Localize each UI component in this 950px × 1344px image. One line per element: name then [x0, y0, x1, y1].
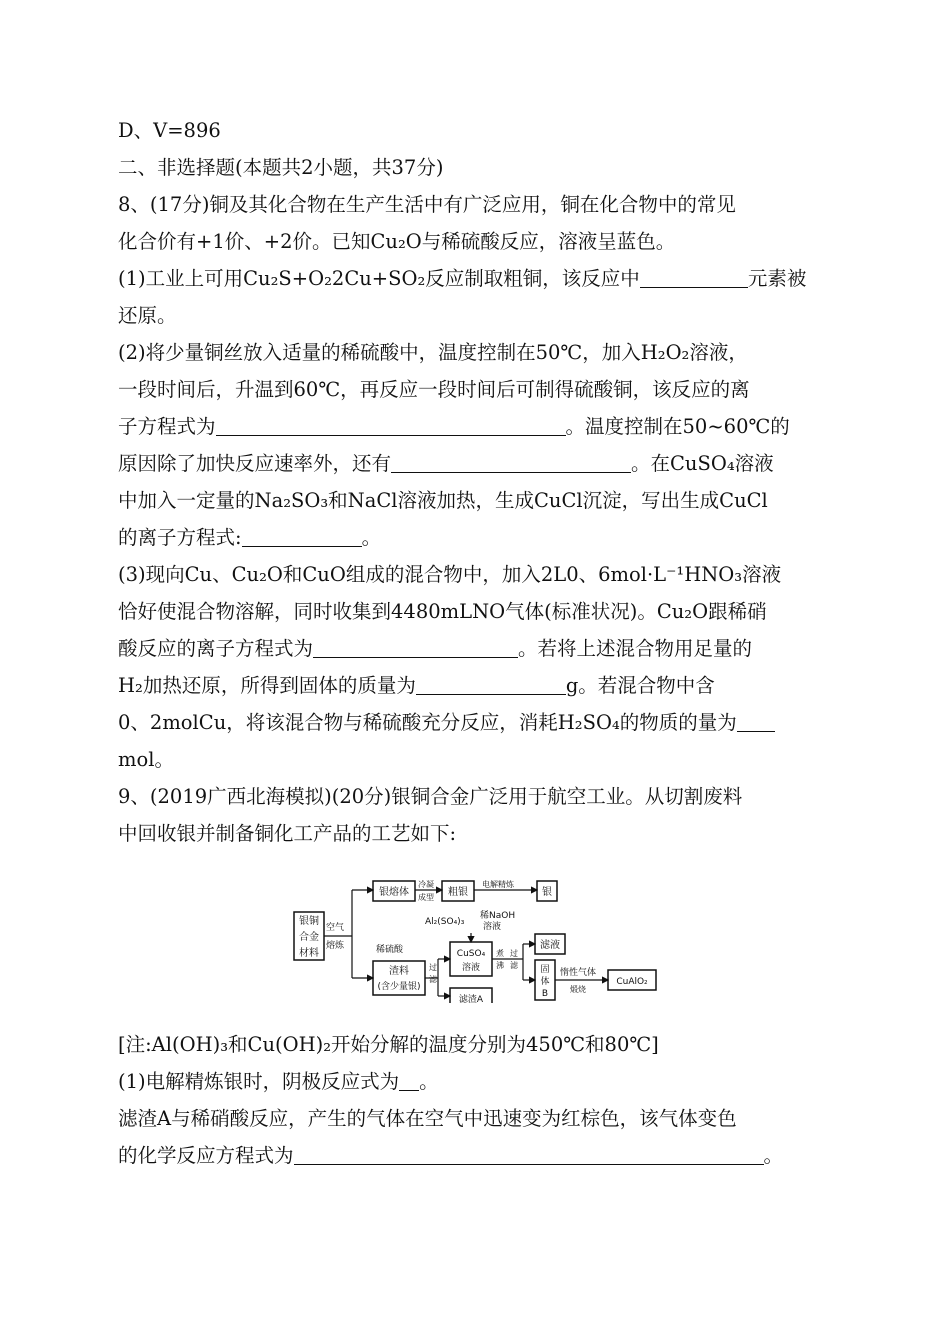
option-d: D、V=896: [118, 119, 221, 142]
q8-part2-line-4: [118, 445, 838, 482]
note-line: [注:Al(OH)₃和Cu(OH)₂开始分解的温度分别为450℃和80℃]: [118, 1033, 659, 1056]
q8-part3-line-6: mol。: [118, 748, 174, 771]
q9-part1-line: [118, 1063, 838, 1100]
slag-box-line-1: 渣料: [389, 966, 409, 977]
answer-blank[interactable]: [294, 1142, 764, 1165]
q8-part2-line-3: [118, 408, 838, 445]
q8-part3-text: H₂加热还原，所得到固体的质量为: [118, 674, 416, 697]
q8-part3-text: 0、2molCu，将该混合物与稀硫酸充分反应，消耗H₂SO₄的物质的量为: [118, 711, 737, 734]
answer-blank[interactable]: [216, 413, 566, 436]
q8-part2-line-6: [118, 519, 838, 556]
q8-part3-line-5: [118, 704, 838, 741]
q8-part1-text: (1)工业上可用Cu₂S+O₂2Cu+SO₂反应制取粗铜，该反应中: [118, 267, 640, 290]
boil-label-1: 煮: [496, 949, 504, 958]
q9-part2-line-1: 滤渣A与稀硝酸反应，产生的气体在空气中迅速变为红棕色，该气体变色: [118, 1107, 737, 1130]
filter-2-label-1: 过: [510, 949, 518, 958]
q8-part2-tail: 。在CuSO₄溶液: [631, 452, 774, 475]
answer-blank[interactable]: [737, 709, 775, 732]
q8-part3-line-4: [118, 667, 838, 704]
filter-label-2: 滤: [429, 975, 437, 984]
q8-part3-line-2: 恰好使混合物溶解，同时收集到4480mLNO气体(标准状况)。Cu₂O跟稀硝: [118, 600, 767, 623]
air-label: 空气: [326, 923, 345, 933]
exam-page: [118, 112, 838, 852]
inert-gas-label: 惰性气体: [560, 968, 597, 978]
q8-part2-text: 的离子方程式:: [118, 526, 242, 549]
q8-intro-line-2: 化合价有+1价、+2价。已知Cu₂O与稀硫酸反应，溶液呈蓝色。: [118, 230, 676, 253]
silver-box: 银: [542, 887, 552, 898]
raw-material-line-3: 材料: [299, 948, 319, 959]
raw-material-line-1: 银铜: [299, 916, 319, 927]
naoh-label-2: 溶液: [483, 922, 502, 932]
q8-part3-text: 酸反应的离子方程式为: [118, 637, 314, 660]
q8-part2-line-2: 一段时间后，升温到60℃，再反应一段时间后可制得硫酸铜，该反应的离: [118, 378, 750, 401]
q8-part1-tail: 元素被: [747, 267, 807, 290]
q8-part3-tail: g。若混合物中含: [565, 674, 715, 697]
q8-part2-tail: 。温度控制在50~60℃的: [565, 415, 790, 438]
filter-2-label-2: 滤: [510, 961, 518, 970]
q8-part2-text: 子方程式为: [118, 415, 216, 438]
q8-intro-line-1: 8、(17分)铜及其化合物在生产生活中有广泛应用，铜在化合物中的常见: [118, 193, 736, 216]
q9-part2-text: 的化学反应方程式为: [118, 1144, 294, 1167]
q8-part3-line-1: (3)现向Cu、Cu₂O和CuO组成的混合物中，加入2L0、6mol·L⁻¹HNO₃溶液: [118, 563, 782, 586]
shape-label: 成型: [418, 893, 434, 902]
crude-silver-box: 粗银: [448, 887, 468, 898]
q9-intro-line-1: 9、(2019广西北海模拟)(20分)银铜合金广泛用于航空工业。从切割废料: [118, 785, 743, 808]
cuso4-box-line-2: 溶液: [461, 963, 481, 973]
q8-part3-tail: 。若将上述混合物用足量的: [518, 637, 753, 660]
q8-part1-line-2: 还原。: [118, 304, 177, 327]
q8-part1-line: [118, 260, 838, 297]
q9-part2-tail: 。: [763, 1144, 784, 1167]
al-reagent-label: Al₂(SO₄)₃: [425, 917, 465, 927]
smelt-label: 熔炼: [326, 941, 345, 951]
calcine-label: 煅烧: [570, 985, 586, 994]
q9-intro-line-2: 中回收银并制备铜化工产品的工艺如下:: [118, 822, 457, 845]
product-box: CuAlO₂: [616, 977, 648, 987]
slag-box-line-2: (含少量银): [377, 982, 421, 992]
electrolysis-label: 电解精炼: [482, 880, 514, 889]
cool-label: 冷凝: [418, 880, 434, 889]
q8-part2-line-5: 中加入一定量的Na₂SO₃和NaCl溶液加热，生成CuCl沉淀，写出生成CuCl: [118, 489, 768, 512]
q9-part1-tail: 。: [419, 1070, 439, 1093]
naoh-label-1: 稀NaOH: [480, 911, 516, 921]
q9-part1-text: (1)电解精炼银时，阴极反应式为: [118, 1070, 400, 1093]
cuso4-box-line-1: CuSO₄: [456, 949, 486, 959]
answer-blank[interactable]: [640, 265, 748, 288]
answer-blank[interactable]: [416, 672, 566, 695]
q8-part2-line-1: (2)将少量铜丝放入适量的稀硫酸中，温度控制在50℃，加入H₂O₂溶液，: [118, 341, 748, 364]
answer-blank[interactable]: [399, 1068, 419, 1091]
residue-a-box: 滤渣A: [458, 995, 484, 1003]
filtrate-box: 滤液: [540, 940, 560, 951]
q8-part3-line-3: [118, 630, 838, 667]
process-flow-diagram: [290, 878, 660, 1003]
solid-b-line-1: 固: [540, 965, 550, 975]
raw-material-line-2: 合金: [299, 932, 319, 943]
solid-b-line-2: 体: [540, 977, 550, 987]
boil-label-2: 沸: [496, 961, 504, 970]
q8-part2-text: 原因除了加快反应速率外，还有: [118, 452, 392, 475]
solid-b-line-3: B: [541, 989, 549, 999]
answer-blank[interactable]: [242, 524, 362, 547]
q9-part2-line-2: [118, 1137, 838, 1174]
silver-melt-box: 银熔体: [379, 887, 409, 898]
filter-label-1: 过: [429, 963, 437, 972]
answer-blank[interactable]: [313, 635, 518, 658]
section-title: 二、非选择题(本题共2小题，共37分): [118, 156, 444, 179]
dilute-h2so4-label: 稀硫酸: [376, 945, 404, 955]
answer-blank[interactable]: [391, 450, 631, 473]
q8-part2-tail: 。: [361, 526, 382, 549]
exam-page-bottom: [118, 1026, 838, 1174]
